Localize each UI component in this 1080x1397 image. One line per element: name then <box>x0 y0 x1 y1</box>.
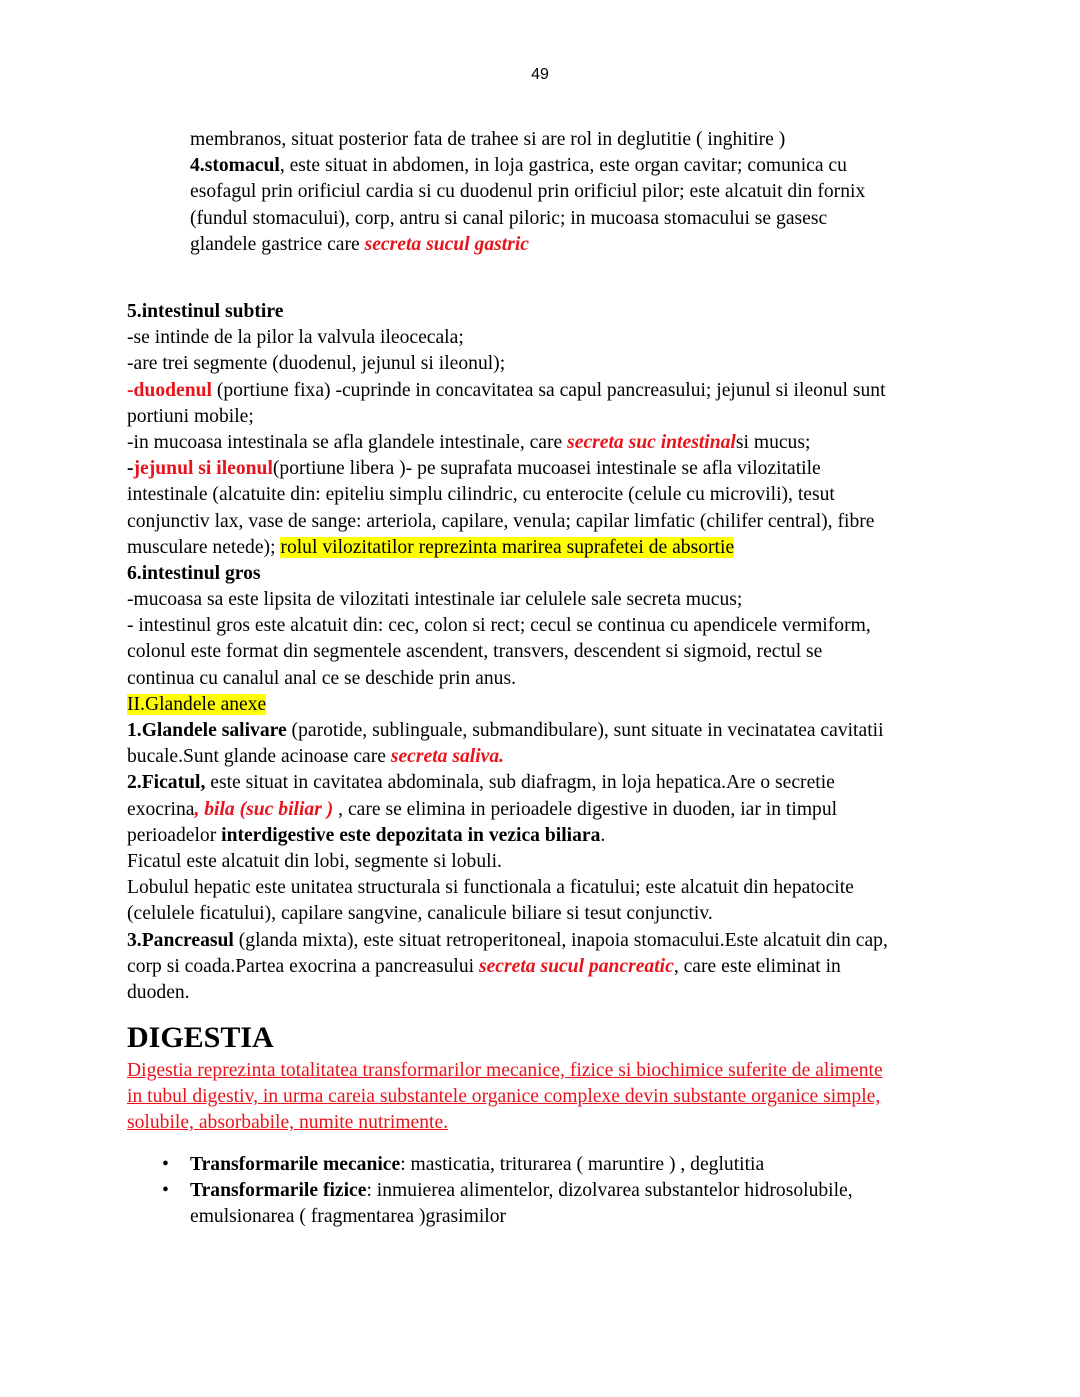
text-line <box>127 1084 883 1110</box>
text-segment: rolul vilozitatilor reprezinta marirea suprafetei de absortie <box>280 536 735 558</box>
text-segment: membranos, situat posterior fata de trahee si are rol in deglutitie ( inghitire ) <box>190 129 786 150</box>
text-line <box>127 561 888 587</box>
text-segment: -duodenul <box>127 379 212 401</box>
text-line <box>127 351 888 377</box>
text-segment: (portiune libera )- pe suprafata mucoasei intestinale se afla vilozitatile <box>272 458 821 480</box>
page-number: 49 <box>531 66 549 83</box>
intestine-and-glands-section <box>127 299 888 1006</box>
text-segment: colonul este format din segmentele ascendent, transvers, descendent si sigmoid, rectul se <box>127 641 823 663</box>
stomach-section <box>190 127 865 258</box>
text-segment: secreta suc intestinal <box>567 431 736 453</box>
text-segment: . <box>600 824 606 846</box>
text-segment: -mucoasa sa este lipsita de vilozitati intestinale iar celulele sale secreta mucus; <box>127 589 743 611</box>
text-segment: - intestinul gros este alcatuit din: cec, colon si rect; cecul se continua cu apendicele vermiform, <box>127 615 871 637</box>
text-segment: - <box>127 458 134 480</box>
text-segment: Ficatul este alcatuit din lobi, segmente si lobuli. <box>127 850 502 872</box>
text-segment: 3.Pancreasul <box>127 929 234 951</box>
text-segment: 5.intestinul subtire <box>127 301 284 322</box>
text-segment: , care se elimina in perioadele digestive in duoden, iar in timpul <box>333 798 838 820</box>
text-line <box>127 797 888 823</box>
text-line <box>127 744 888 770</box>
text-line <box>127 901 888 927</box>
text-segment: portiuni mobile; <box>127 405 254 427</box>
text-segment: 2.Ficatul, <box>127 772 206 794</box>
section-heading-digestia: DIGESTIA <box>127 1021 274 1054</box>
text-segment: musculare netede); <box>127 536 281 558</box>
text-segment: : masticatia, triturarea ( maruntire ) , deglutitia <box>400 1154 765 1175</box>
text-line <box>127 718 888 744</box>
text-line <box>127 823 888 849</box>
text-segment: esofagul prin orificiul cardia si cu duodenul prin orificiul pilor; este alcatuit din fornix <box>190 181 866 203</box>
text-segment: (celulele ficatului), capilare sangvine, canalicule biliare si tesut conjunctiv. <box>127 903 713 925</box>
text-line <box>127 456 888 482</box>
text-line <box>127 1058 883 1084</box>
text-line <box>127 928 888 954</box>
bullet-icon: • <box>162 1154 169 1175</box>
text-line <box>127 639 888 665</box>
text-segment: II.Glandele anexe <box>127 693 267 715</box>
text-line <box>127 325 888 351</box>
list-item <box>127 1178 853 1204</box>
text-segment: conjunctiv lax, vase de sange: arteriola, capilare, venula; capilar limfatic (chilifer central), fibre <box>127 510 875 532</box>
text-segment: (fundul stomacului), corp, antru si canal piloric; in mucoasa stomacului se gasesc <box>190 207 828 229</box>
text-line <box>190 232 865 258</box>
text-segment: , este situat in abdomen, in loja gastrica, este organ cavitar; comunica cu <box>279 155 847 177</box>
text-segment: emulsionarea ( fragmentarea )grasimilor <box>190 1206 507 1228</box>
text-segment: intestinale (alcatuite din: epiteliu simplu cilindric, cu enterocite (celule cu microvili), tesut <box>127 484 835 506</box>
text-segment: -are trei segmente (duodenul, jejunul si ileonul); <box>127 353 506 375</box>
text-line <box>190 206 865 232</box>
text-segment: in tubul digestiv, in urma careia substantele organice complexe devin substante organice simple, <box>127 1086 881 1108</box>
text-line <box>127 954 888 980</box>
list-item <box>127 1204 853 1230</box>
text-line <box>127 482 888 508</box>
text-segment: , care este eliminat in <box>673 955 841 977</box>
text-segment: secreta sucul gastric <box>364 233 529 255</box>
text-segment: secreta saliva. <box>390 746 505 768</box>
text-segment: : inmuierea alimentelor, dizolvarea substantelor hidrosolubile, <box>366 1180 853 1202</box>
text-segment: (parotide, sublinguale, submandibulare), sunt situate in vecinatatea cavitatii <box>286 720 884 741</box>
text-line <box>127 613 888 639</box>
digestion-definition <box>127 1058 883 1137</box>
text-line <box>127 875 888 901</box>
text-line <box>127 299 888 325</box>
text-segment: bucale.Sunt glande acinoase care <box>127 746 391 768</box>
text-segment: Lobulul hepatic este unitatea structurala si functionala a ficatului; este alcatuit din hepatocite <box>127 877 854 899</box>
text-line <box>127 980 888 1006</box>
text-segment: solubile, absorbabile, numite nutrimente. <box>127 1112 449 1134</box>
text-segment: jejunul si ileonul <box>133 458 273 480</box>
text-segment: (glanda mixta), este situat retroperitoneal, inapoia stomacului.Este alcatuit din cap, <box>233 929 888 951</box>
text-line <box>127 430 888 456</box>
bullet-icon: • <box>162 1180 169 1202</box>
text-line <box>127 378 888 404</box>
text-line <box>127 849 888 875</box>
text-line <box>127 535 888 561</box>
list-item <box>127 1152 853 1178</box>
text-segment: 1.Glandele salivare <box>127 720 287 741</box>
text-segment: Transformarile fizice <box>190 1180 367 1202</box>
text-line <box>127 1110 883 1136</box>
text-segment: Transformarile mecanice <box>190 1154 401 1175</box>
text-segment: interdigestive este depozitata in vezica biliara <box>221 824 601 846</box>
text-line <box>190 127 865 153</box>
text-segment: , bila (suc biliar ) <box>194 798 334 820</box>
text-segment: Digestia reprezinta totalitatea transformarilor mecanice, fizice si biochimice suferite de alimente <box>127 1060 883 1081</box>
text-line <box>127 404 888 430</box>
text-line <box>127 587 888 613</box>
text-segment: secreta sucul pancreatic <box>478 955 674 977</box>
text-segment: (portiune fixa) -cuprinde in concavitatea sa capul pancreasului; jejunul si ileonul sunt <box>211 379 886 401</box>
text-segment: -se intinde de la pilor la valvula ileocecala; <box>127 327 464 349</box>
text-segment: glandele gastrice care <box>190 233 365 255</box>
text-segment: duoden. <box>127 981 190 1003</box>
text-segment: 4.stomacul <box>190 155 280 177</box>
text-segment: continua cu canalul anal ce se deschide prin anus. <box>127 667 516 689</box>
text-segment: perioadelor <box>127 824 222 846</box>
transformations-list <box>127 1152 853 1231</box>
text-line <box>190 153 865 179</box>
text-line <box>127 509 888 535</box>
text-line <box>190 179 865 205</box>
text-segment: -in mucoasa intestinala se afla glandele intestinale, care <box>127 431 568 453</box>
text-segment: si mucus; <box>735 431 811 453</box>
text-segment: corp si coada.Partea exocrina a pancreasului <box>127 955 479 977</box>
text-segment: 6.intestinul gros <box>127 562 261 584</box>
text-line <box>127 770 888 796</box>
text-segment: este situat in cavitatea abdominala, sub diafragm, in loja hepatica.Are o secretie <box>205 772 835 794</box>
text-line <box>127 666 888 692</box>
text-segment: exocrina <box>127 798 195 820</box>
text-line <box>127 692 888 718</box>
